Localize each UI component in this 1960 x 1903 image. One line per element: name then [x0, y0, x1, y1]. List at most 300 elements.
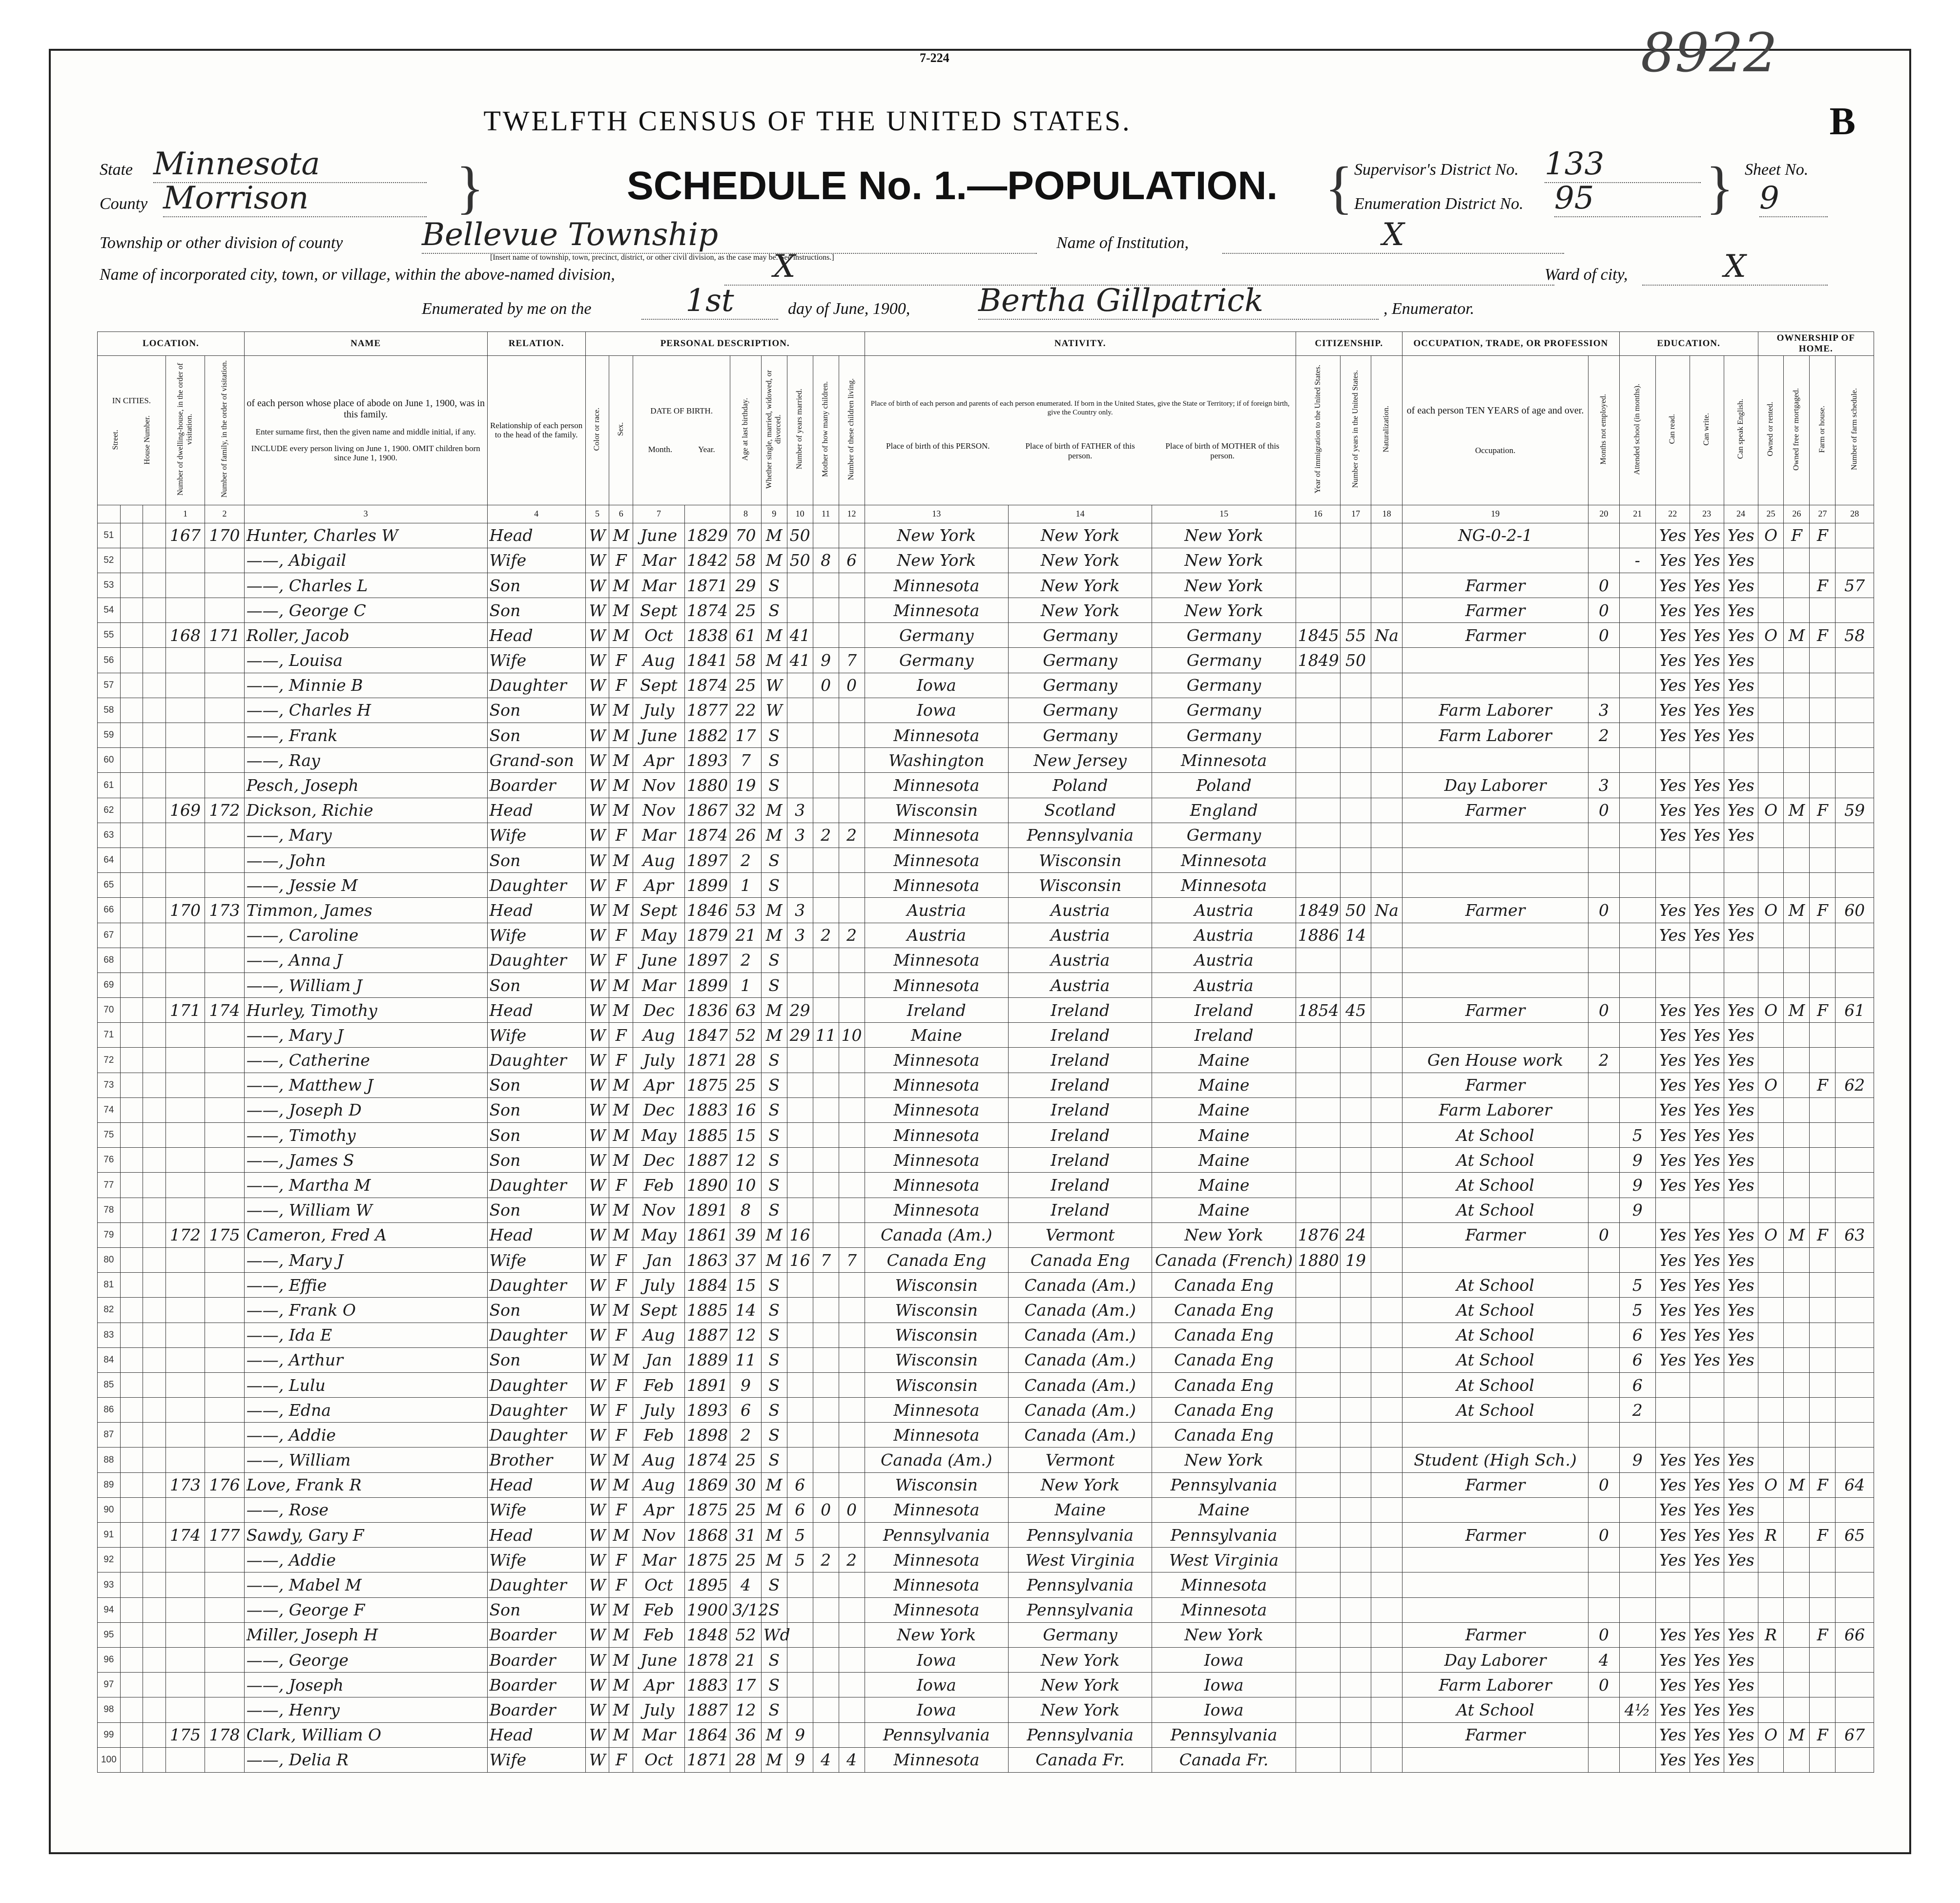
naturalization	[1371, 972, 1403, 997]
sex: M	[609, 1097, 633, 1122]
occupation	[1402, 923, 1588, 948]
relation: Son	[487, 1597, 585, 1622]
years-married	[787, 1073, 813, 1097]
mother-of-label: Mother of how many children.	[821, 381, 830, 477]
farm-schedule-number: 63	[1836, 1222, 1874, 1247]
age: 25	[730, 1448, 762, 1472]
farm-schedule-number	[1836, 1347, 1874, 1372]
house-number-cell	[143, 1273, 166, 1298]
years-in-us	[1340, 1073, 1371, 1097]
birthplace-person: New York	[865, 548, 1008, 573]
can-speak-english: Yes	[1724, 673, 1758, 698]
color-race: W	[585, 723, 609, 748]
sex: M	[609, 1472, 633, 1497]
house-number-cell	[143, 1597, 166, 1622]
birthplace-mother: Germany	[1152, 823, 1296, 848]
years-in-us	[1340, 1347, 1371, 1372]
group-name: NAME	[244, 332, 487, 356]
birthplace-father: Austria	[1008, 898, 1152, 923]
header-occupation	[1402, 356, 1588, 505]
birthplace-person: Minnesota	[865, 573, 1008, 598]
months-not-employed	[1589, 673, 1620, 698]
house-number-cell	[143, 823, 166, 848]
marital-status: M	[761, 923, 787, 948]
months-not-employed	[1589, 1097, 1620, 1122]
nativity-desc: Place of birth of each person and parents of each person enumerated. If born in the United States, give the State or Territory; if of foreign birth, give the Country only.	[870, 400, 1290, 416]
occupation: At School	[1402, 1347, 1588, 1372]
dwelling-number	[165, 1347, 205, 1372]
owned-free-mortgaged	[1784, 1023, 1810, 1048]
person-name: ——, George C	[244, 598, 487, 623]
relation: Wife	[487, 823, 585, 848]
age: 30	[730, 1472, 762, 1497]
family-number	[205, 972, 245, 997]
children-living: 0	[839, 1497, 865, 1522]
person-name: ——, Abigail	[244, 548, 487, 573]
birthplace-person: Canada Eng	[865, 1247, 1008, 1272]
house-number-cell	[143, 698, 166, 723]
owned-free-mortgaged	[1784, 873, 1810, 898]
color-race: W	[585, 1523, 609, 1548]
street-cell	[120, 972, 143, 997]
line-number: 57	[98, 673, 121, 698]
age: 15	[730, 1123, 762, 1148]
color-race: W	[585, 823, 609, 848]
column-number: 9	[761, 505, 787, 523]
occupation: At School	[1402, 1323, 1588, 1347]
can-write: Yes	[1690, 698, 1724, 723]
color-race: W	[585, 1023, 609, 1048]
header-mother-of	[813, 356, 839, 505]
owned-rented	[1758, 648, 1784, 673]
years-in-us	[1340, 548, 1371, 573]
marital-status: M	[761, 823, 787, 848]
years-married	[787, 1273, 813, 1298]
years-married-label: Number of years married.	[795, 389, 804, 470]
mother-of-children: 8	[813, 548, 839, 573]
owned-free-mortgaged: F	[1784, 523, 1810, 548]
can-read: Yes	[1655, 1048, 1690, 1073]
owned-free-mortgaged: M	[1784, 1722, 1810, 1747]
can-speak-english: Yes	[1724, 723, 1758, 748]
mother-of-children	[813, 723, 839, 748]
months-not-employed	[1589, 848, 1620, 872]
birth-month: Aug	[633, 848, 685, 872]
farm-schedule-number	[1836, 923, 1874, 948]
relation: Boarder	[487, 1622, 585, 1647]
sex: M	[609, 848, 633, 872]
marital-status: M	[761, 648, 787, 673]
years-married: 16	[787, 1247, 813, 1272]
occupation: At School	[1402, 1372, 1588, 1397]
years-married	[787, 1448, 813, 1472]
birthplace-mother: New York	[1152, 598, 1296, 623]
birth-month: Sept	[633, 598, 685, 623]
house-number-cell	[143, 623, 166, 648]
house-number-cell	[143, 972, 166, 997]
farm-schedule-number	[1836, 1673, 1874, 1697]
house-number-cell	[143, 648, 166, 673]
birthplace-person: Minnesota	[865, 972, 1008, 997]
person-name: Hunter, Charles W	[244, 523, 487, 548]
house-number-cell	[143, 1622, 166, 1647]
occupation	[1402, 1497, 1588, 1522]
dwelling-number: 168	[165, 623, 205, 648]
can-speak-english	[1724, 1198, 1758, 1222]
year-immigration	[1296, 1747, 1340, 1772]
owned-rented	[1758, 548, 1784, 573]
can-speak-english	[1724, 1597, 1758, 1622]
street-cell	[120, 1198, 143, 1222]
naturalization	[1371, 773, 1403, 798]
age: 25	[730, 673, 762, 698]
sex-label: Sex.	[617, 422, 625, 436]
enumerated-label: Enumerated by me on the	[422, 300, 592, 318]
can-write: Yes	[1690, 1722, 1724, 1747]
years-in-us: 45	[1340, 998, 1371, 1023]
relation: Boarder	[487, 773, 585, 798]
years-in-us	[1340, 1448, 1371, 1472]
family-number	[205, 673, 245, 698]
person-name: ——, Martha M	[244, 1173, 487, 1198]
street-cell	[120, 1273, 143, 1298]
age: 1	[730, 873, 762, 898]
months-not-employed	[1589, 1247, 1620, 1272]
birth-year: 1890	[685, 1173, 730, 1198]
line-number: 90	[98, 1497, 121, 1522]
naturalization	[1371, 723, 1403, 748]
occupation: At School	[1402, 1298, 1588, 1323]
can-read: Yes	[1655, 573, 1690, 598]
relation: Boarder	[487, 1647, 585, 1672]
table-row	[98, 1647, 1874, 1672]
children-living: 6	[839, 548, 865, 573]
years-in-us: 14	[1340, 923, 1371, 948]
sex: M	[609, 1073, 633, 1097]
color-race: W	[585, 773, 609, 798]
house-number-cell	[143, 1347, 166, 1372]
institution-label: Name of Institution,	[1056, 234, 1189, 252]
table-row	[98, 1372, 1874, 1397]
naturalization	[1371, 1697, 1403, 1722]
farm-or-house: F	[1810, 523, 1836, 548]
can-read: Yes	[1655, 1722, 1690, 1747]
table-row	[98, 1023, 1874, 1048]
naturalization	[1371, 1023, 1403, 1048]
birthplace-father: Pennsylvania	[1008, 1722, 1152, 1747]
children-living	[839, 773, 865, 798]
years-married	[787, 1173, 813, 1198]
can-write: Yes	[1690, 998, 1724, 1023]
birth-year: 1895	[685, 1572, 730, 1597]
can-write: Yes	[1690, 1298, 1724, 1323]
line-number: 82	[98, 1298, 121, 1323]
years-married	[787, 1372, 813, 1397]
column-number	[685, 505, 730, 523]
relation: Boarder	[487, 1697, 585, 1722]
can-write: Yes	[1690, 1747, 1724, 1772]
birth-month: Apr	[633, 1497, 685, 1522]
color-race: W	[585, 1622, 609, 1647]
family-number	[205, 723, 245, 748]
brace-right-open: {	[1325, 155, 1353, 220]
birthplace-person: Pennsylvania	[865, 1523, 1008, 1548]
age: 22	[730, 698, 762, 723]
marital-status: M	[761, 898, 787, 923]
sex: M	[609, 1298, 633, 1323]
occupation: Farmer	[1402, 1622, 1588, 1647]
birthplace-person: Austria	[865, 898, 1008, 923]
birthplace-father: Canada (Am.)	[1008, 1423, 1152, 1448]
line-number: 94	[98, 1597, 121, 1622]
birthplace-father: Canada Eng	[1008, 1247, 1152, 1272]
birthplace-mother: Minnesota	[1152, 848, 1296, 872]
attended-school	[1619, 823, 1655, 848]
year-immigration	[1296, 698, 1340, 723]
name-desc: of each person whose place of abode on June 1, 1900, was in this family.	[247, 397, 485, 420]
family-number	[205, 1048, 245, 1073]
owned-free-mortgaged	[1784, 1372, 1810, 1397]
birthplace-father: New York	[1008, 1647, 1152, 1672]
street-cell	[120, 873, 143, 898]
farm-or-house: F	[1810, 998, 1836, 1023]
family-number: 175	[205, 1222, 245, 1247]
birthplace-person: Wisconsin	[865, 798, 1008, 823]
months-not-employed	[1589, 1347, 1620, 1372]
age: 25	[730, 598, 762, 623]
marital-status: M	[761, 1548, 787, 1572]
line-number: 84	[98, 1347, 121, 1372]
owned-rented	[1758, 948, 1784, 972]
column-number: 20	[1589, 505, 1620, 523]
naturalization	[1371, 1398, 1403, 1423]
marital-status: M	[761, 1023, 787, 1048]
sex: M	[609, 523, 633, 548]
table-row	[98, 648, 1874, 673]
years-married	[787, 1148, 813, 1173]
birth-month: Mar	[633, 1548, 685, 1572]
owned-free-mortgaged: M	[1784, 798, 1810, 823]
naturalization	[1371, 1647, 1403, 1672]
can-speak-english: Yes	[1724, 623, 1758, 648]
person-name: ——, John	[244, 848, 487, 872]
age: 70	[730, 523, 762, 548]
can-write: Yes	[1690, 1173, 1724, 1198]
dwelling-number	[165, 548, 205, 573]
occupation: Day Laborer	[1402, 1647, 1588, 1672]
dwelling-number	[165, 1372, 205, 1397]
months-not-employed	[1589, 1323, 1620, 1347]
can-write: Yes	[1690, 773, 1724, 798]
person-name: ——, James S	[244, 1148, 487, 1173]
marital-status: M	[761, 1247, 787, 1272]
birthplace-mother: Canada Eng	[1152, 1423, 1296, 1448]
farm-or-house	[1810, 972, 1836, 997]
family-number	[205, 1073, 245, 1097]
sex: M	[609, 773, 633, 798]
birthplace-person: Minnesota	[865, 1398, 1008, 1423]
person-name: ——, Joseph D	[244, 1097, 487, 1122]
dwelling-number	[165, 1123, 205, 1148]
year-immigration	[1296, 1448, 1340, 1472]
farm-schedule-number	[1836, 1398, 1874, 1423]
attended-school	[1619, 523, 1655, 548]
group-personal: PERSONAL DESCRIPTION.	[585, 332, 865, 356]
birth-month: June	[633, 1647, 685, 1672]
attended-school	[1619, 1523, 1655, 1548]
header-marital	[761, 356, 787, 505]
can-speak-english: Yes	[1724, 1222, 1758, 1247]
owned-rented: R	[1758, 1523, 1784, 1548]
sex: M	[609, 1647, 633, 1672]
children-living	[839, 1347, 865, 1372]
table-row	[98, 1548, 1874, 1572]
attended-school: 2	[1619, 1398, 1655, 1423]
age: 58	[730, 548, 762, 573]
farm-or-house	[1810, 1347, 1836, 1372]
birthplace-person: Minnesota	[865, 1497, 1008, 1522]
can-speak-english: Yes	[1724, 598, 1758, 623]
table-row	[98, 1697, 1874, 1722]
relation: Brother	[487, 1448, 585, 1472]
birthplace-mother: Maine	[1152, 1148, 1296, 1173]
street-cell	[120, 1423, 143, 1448]
dwelling-number	[165, 923, 205, 948]
table-row	[98, 698, 1874, 723]
table-row	[98, 773, 1874, 798]
house-number-cell	[143, 1472, 166, 1497]
birthplace-father: Ireland	[1008, 1123, 1152, 1148]
column-number: 4	[487, 505, 585, 523]
house-number-cell	[143, 1697, 166, 1722]
person-name: ——, Caroline	[244, 923, 487, 948]
occupation: At School	[1402, 1273, 1588, 1298]
can-read: Yes	[1655, 548, 1690, 573]
birthplace-mother: Maine	[1152, 1097, 1296, 1122]
can-read: Yes	[1655, 1747, 1690, 1772]
owned-rented	[1758, 1323, 1784, 1347]
can-write: Yes	[1690, 673, 1724, 698]
years-married	[787, 573, 813, 598]
birthplace-mother: New York	[1152, 1622, 1296, 1647]
marital-status: S	[761, 1398, 787, 1423]
owned-free-mortgaged	[1784, 1148, 1810, 1173]
year-immigration	[1296, 873, 1340, 898]
can-write: Yes	[1690, 1523, 1724, 1548]
mother-of-children	[813, 573, 839, 598]
relation: Son	[487, 1073, 585, 1097]
line-number: 87	[98, 1423, 121, 1448]
occupation: NG-0-2-1	[1402, 523, 1588, 548]
owned-free-mortgaged	[1784, 1347, 1810, 1372]
occupation: Farmer	[1402, 1472, 1588, 1497]
can-write: Yes	[1690, 1273, 1724, 1298]
person-name: ——, George	[244, 1647, 487, 1672]
years-in-us: 50	[1340, 648, 1371, 673]
naturalization	[1371, 1048, 1403, 1073]
children-living	[839, 1647, 865, 1672]
can-speak-english: Yes	[1724, 1448, 1758, 1472]
dwelling-number	[165, 1023, 205, 1048]
family-number	[205, 1023, 245, 1048]
relation: Wife	[487, 548, 585, 573]
years-married: 41	[787, 648, 813, 673]
relation: Wife	[487, 1247, 585, 1272]
birth-year: 1883	[685, 1097, 730, 1122]
dwelling-number	[165, 948, 205, 972]
street-cell	[120, 1123, 143, 1148]
sex: F	[609, 948, 633, 972]
birthplace-person: Minnesota	[865, 873, 1008, 898]
county-value: Morrison	[163, 180, 427, 217]
farm-schedule-number: 65	[1836, 1523, 1874, 1548]
house-number-cell	[143, 1222, 166, 1247]
can-speak-english: Yes	[1724, 1048, 1758, 1073]
relation: Daughter	[487, 873, 585, 898]
birthplace-person: Minnesota	[865, 823, 1008, 848]
occupation: Farmer	[1402, 998, 1588, 1023]
birth-year: 1875	[685, 1073, 730, 1097]
street-cell	[120, 1347, 143, 1372]
relation: Son	[487, 723, 585, 748]
street-cell	[120, 1048, 143, 1073]
birthplace-mother: Canada Eng	[1152, 1372, 1296, 1397]
birthplace-person: Washington	[865, 748, 1008, 773]
family-number	[205, 1697, 245, 1722]
birthplace-person: Wisconsin	[865, 1323, 1008, 1347]
birthplace-person: Minnesota	[865, 1548, 1008, 1572]
can-read	[1655, 1423, 1690, 1448]
year-immig-label: Year of immigration to the United States.	[1313, 365, 1322, 494]
marital-status: Wd	[761, 1622, 787, 1647]
year-immigration	[1296, 1597, 1340, 1622]
relation: Wife	[487, 923, 585, 948]
family-number	[205, 1398, 245, 1423]
family-number	[205, 748, 245, 773]
street-cell	[120, 673, 143, 698]
naturalization	[1371, 673, 1403, 698]
attended-school	[1619, 1073, 1655, 1097]
birthplace-mother: Minnesota	[1152, 1572, 1296, 1597]
farm-or-house	[1810, 1747, 1836, 1772]
years-married	[787, 1323, 813, 1347]
mother-of-children	[813, 1073, 839, 1097]
house-number-cell	[143, 1647, 166, 1672]
family-number	[205, 923, 245, 948]
year-immigration: 1845	[1296, 623, 1340, 648]
family-number	[205, 698, 245, 723]
children-living: 0	[839, 673, 865, 698]
occupation: Farmer	[1402, 1523, 1588, 1548]
can-speak-english	[1724, 848, 1758, 872]
birth-year: 1829	[685, 523, 730, 548]
attended-school: 9	[1619, 1198, 1655, 1222]
house-number-cell	[143, 548, 166, 573]
birth-year: 1874	[685, 823, 730, 848]
years-married: 6	[787, 1497, 813, 1522]
birth-year: 1869	[685, 1472, 730, 1497]
family-number	[205, 1448, 245, 1472]
line-number: 53	[98, 573, 121, 598]
can-speak-english	[1724, 1423, 1758, 1448]
naturalization	[1371, 798, 1403, 823]
birth-year: 1891	[685, 1198, 730, 1222]
farm-schedule-number	[1836, 1647, 1874, 1672]
can-speak-english: Yes	[1724, 1523, 1758, 1548]
sex: F	[609, 648, 633, 673]
marital-status: S	[761, 598, 787, 623]
birthplace-person: Germany	[865, 623, 1008, 648]
